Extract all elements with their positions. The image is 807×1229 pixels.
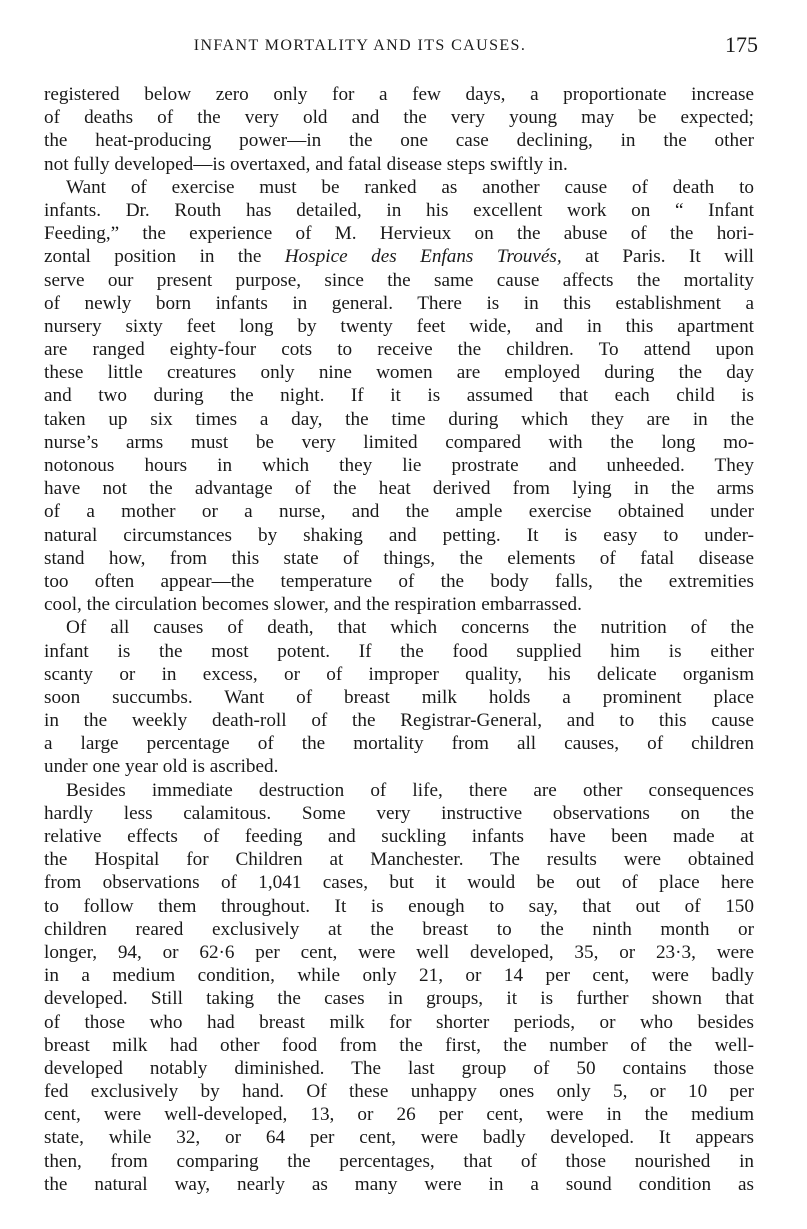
text-line: soon succumbs. Want of breast milk holds a prominent place <box>44 686 754 708</box>
text-line: of newly born infants in general. There is in this establishment a <box>44 292 754 314</box>
text-line: a large percentage of the mortality from all causes, of children <box>44 733 754 755</box>
text-line: not fully developed—is overtaxed, and fatal disease steps swiftly in. <box>44 153 568 175</box>
body-text <box>44 83 754 1196</box>
text-line: natural circumstances by shaking and petting. It is easy to under- <box>44 524 754 546</box>
text-line: registered below zero only for a few days, a proportionate increase <box>44 84 754 105</box>
text-span: at Paris. It will <box>561 246 754 268</box>
text-line: state, while 32, or 64 per cent, were badly developed. It appears <box>44 1127 754 1149</box>
text-line: the heat-producing power—in the one case declining, in the other <box>44 130 754 152</box>
text-line: notonous hours in which they lie prostrate and unheeded. They <box>44 455 754 476</box>
text-line: these little creatures only nine women are employed during the day <box>44 362 754 384</box>
text-line: fed exclusively by hand. Of these unhappy ones only 5, or 10 per <box>44 1081 754 1103</box>
text-line: Besides immediate destruction of life, there are other consequences <box>66 779 754 801</box>
text-line: Of all causes of death, that which concerns the nutrition of the <box>66 617 754 639</box>
text-line: nursery sixty feet long by twenty feet wide, and in this apartment <box>44 315 754 337</box>
text-line: too often appear—the temperature of the body falls, the extremities <box>44 570 754 592</box>
text-line: the Hospital for Children at Manchester. The results were obtained <box>44 849 754 871</box>
text-line: in the weekly death-roll of the Registrar-General, and to this cause <box>44 710 754 732</box>
text-line: Feeding,” the experience of M. Hervieux on the abuse of the hori- <box>44 223 754 245</box>
text-line: cool, the circulation becomes slower, and the respiration embarrassed. <box>44 594 582 616</box>
text-line: developed notably diminished. The last group of 50 contains those <box>44 1057 754 1079</box>
text-line: stand how, from this state of things, the elements of fatal disease <box>44 547 754 569</box>
text-line: of those who had breast milk for shorter periods, or who besides <box>44 1011 754 1033</box>
text-line: longer, 94, or 62·6 per cent, were well developed, 35, or 23·3, were <box>44 941 754 963</box>
text-line: developed. Still taking the cases in groups, it is further shown that <box>44 988 754 1010</box>
text-line: have not the advantage of the heat derived from lying in the arms <box>44 478 754 500</box>
text-line <box>44 245 754 268</box>
text-line: are ranged eighty-four cots to receive the children. To attend upon <box>44 339 754 361</box>
italic-title: Hospice des Enfans Trouvés, <box>284 246 562 268</box>
text-line: the natural way, nearly as many were in a sound condition as <box>44 1173 754 1195</box>
page-number: 175 <box>725 32 758 57</box>
running-head-title: INFANT MORTALITY AND ITS CAUSES. <box>193 37 527 54</box>
running-head <box>40 32 758 62</box>
text-line: to follow them throughout. It is enough to say, that out of 150 <box>44 895 754 917</box>
text-line: Want of exercise must be ranked as another cause of death to <box>66 176 754 198</box>
text-line: infants. Dr. Routh has detailed, in his excellent work on “ Infant <box>44 199 754 221</box>
text-span: zontal position in the <box>44 246 285 268</box>
text-line: under one year old is ascribed. <box>44 756 279 778</box>
text-line: children reared exclusively at the breast to the ninth month or <box>44 918 754 940</box>
text-line: of deaths of the very old and the very young may be expected; <box>44 107 754 129</box>
text-line: cent, were well-developed, 13, or 26 per cent, were in the medium <box>44 1104 754 1126</box>
text-line: breast milk had other food from the first, the number of the well- <box>44 1034 754 1056</box>
text-line: from observations of 1,041 cases, but it would be out of place here <box>44 872 754 894</box>
text-line: infant is the most potent. If the food supplied him is either <box>44 640 754 662</box>
text-line: taken up six times a day, the time during which they are in the <box>44 408 754 430</box>
text-line: hardly less calamitous. Some very instructive observations on the <box>44 802 754 824</box>
text-line: in a medium condition, while only 21, or 14 per cent, were badly <box>44 965 754 987</box>
text-line: relative effects of feeding and suckling infants have been made at <box>44 826 754 847</box>
text-line: then, from comparing the percentages, that of those nourished in <box>44 1150 754 1172</box>
text-line: and two during the night. If it is assumed that each child is <box>44 385 754 407</box>
text-line: scanty or in excess, or of improper quality, his delicate organism <box>44 663 754 685</box>
text-line: nurse’s arms must be very limited compared with the long mo- <box>44 431 754 453</box>
text-line: serve our present purpose, since the same cause affects the mortality <box>44 269 754 291</box>
text-line: of a mother or a nurse, and the ample exercise obtained under <box>44 501 754 523</box>
